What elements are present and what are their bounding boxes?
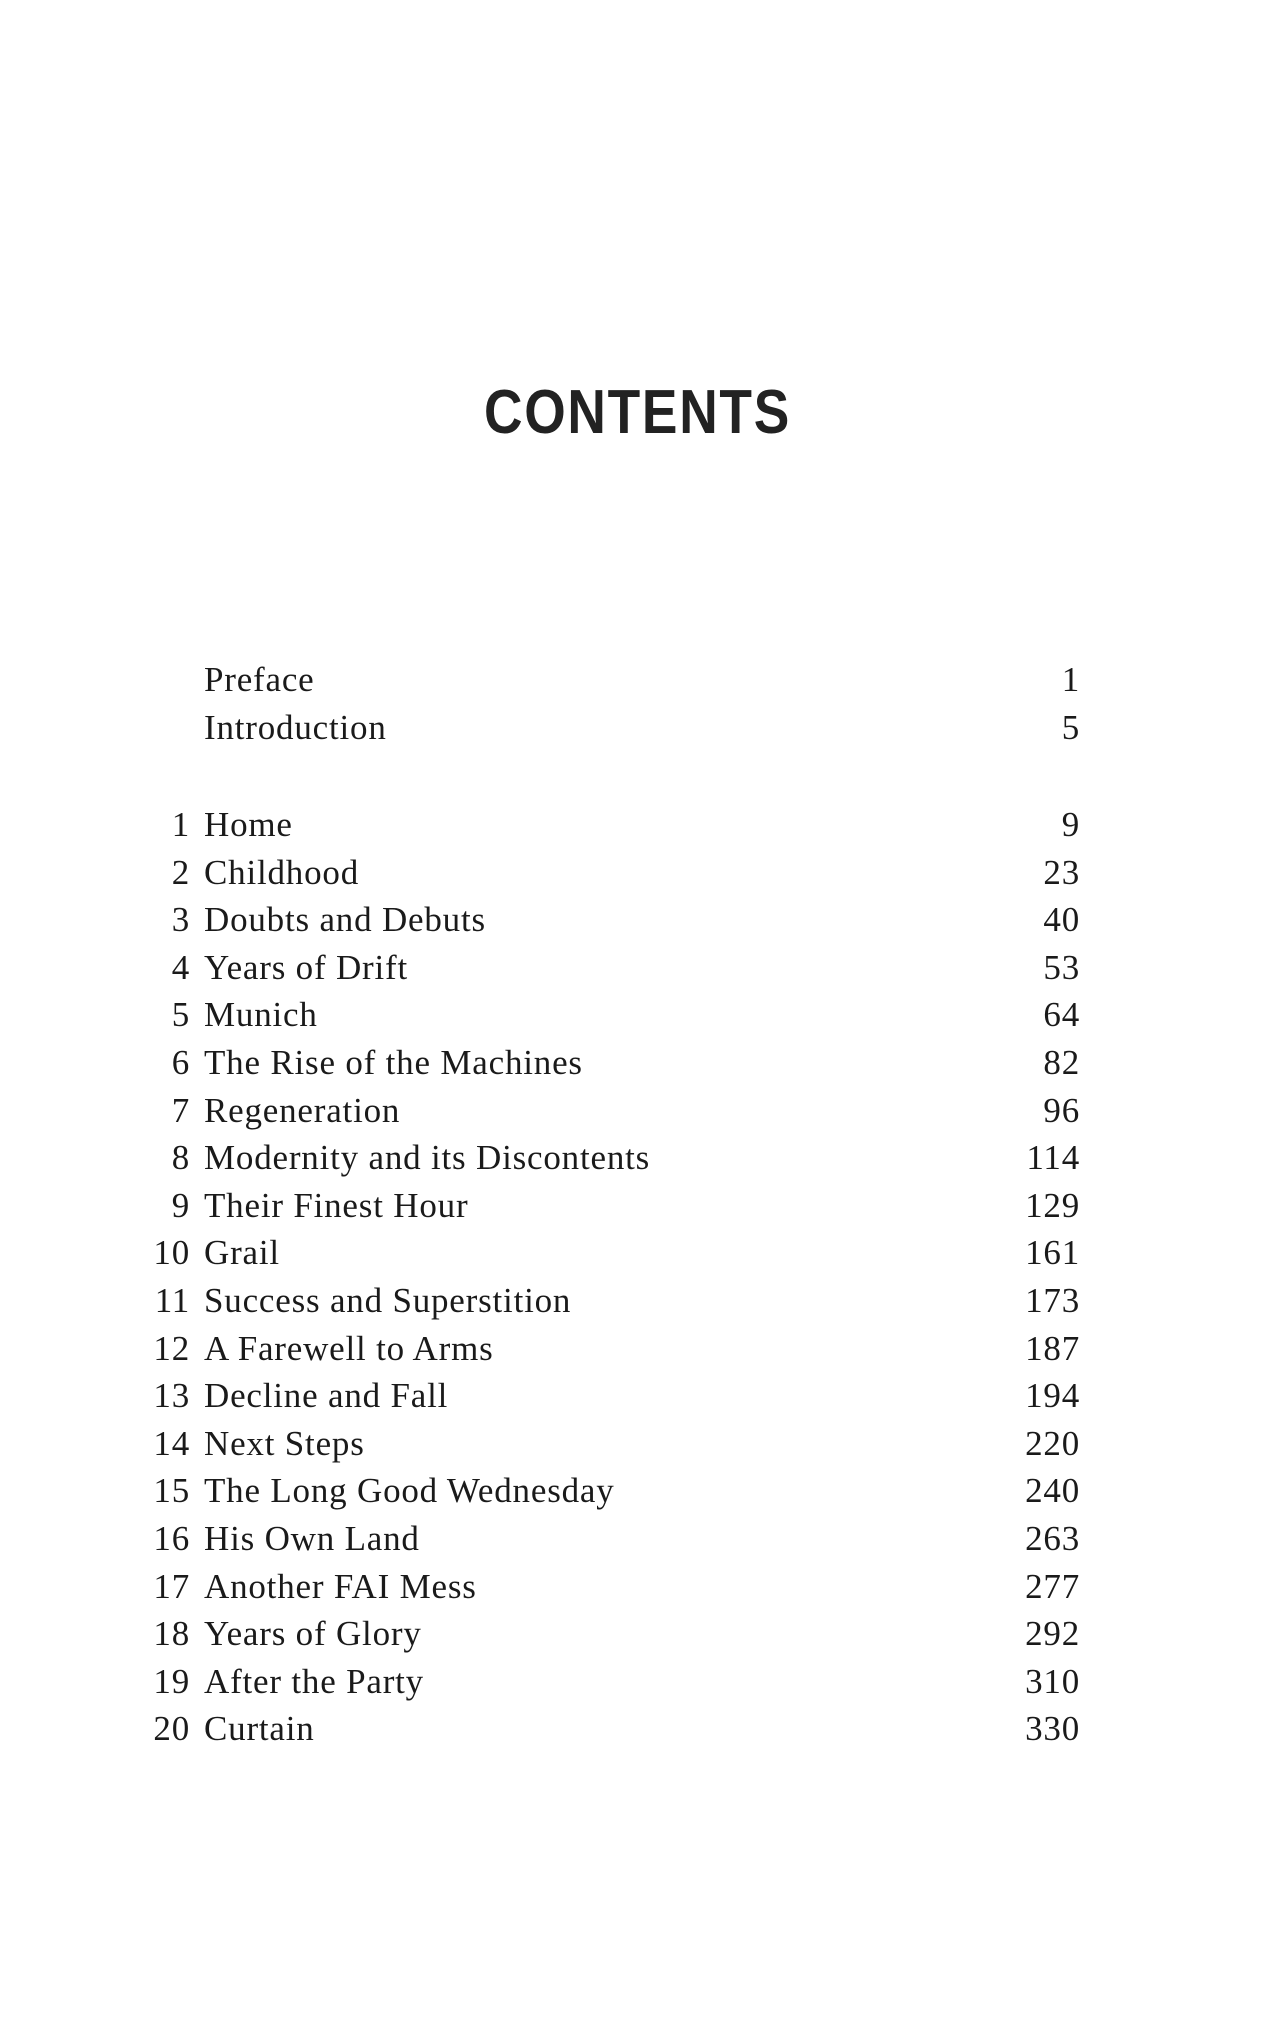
chapter-title: Doubts and Debuts [204,900,486,940]
chapter-title: His Own Land [204,1518,420,1558]
chapter-title: Grail [204,1233,280,1273]
toc-entry-chapter-6[interactable] [140,1039,1080,1087]
chapter-number: 7 [171,1090,190,1130]
toc-entry-chapter-11[interactable] [140,1277,1080,1325]
entry-title: Preface [204,660,315,699]
toc-entry-chapter-5[interactable] [140,991,1080,1039]
toc-entry-chapter-13[interactable] [140,1372,1080,1420]
chapter-number: 15 [153,1471,190,1511]
chapter-number: 17 [153,1566,190,1606]
chapter-number: 12 [153,1328,190,1368]
toc-entry-preface[interactable] [140,656,1080,704]
chapter-page-number: 330 [1025,1709,1080,1749]
chapter-title: Home [204,805,293,844]
chapter-page-number: 292 [1025,1614,1080,1654]
chapter-title: A Farewell to Arms [204,1328,494,1368]
chapter-title: Their Finest Hour [204,1185,469,1225]
chapter-page-number: 240 [1025,1471,1080,1511]
chapter-number: 20 [153,1709,190,1749]
chapter-number: 13 [153,1376,190,1416]
page-title: CONTENTS [483,378,792,447]
toc-entry-chapter-10[interactable] [140,1229,1080,1277]
chapter-number: 16 [153,1518,190,1558]
entry-page-number: 1 [1061,660,1080,699]
chapter-title: Decline and Fall [204,1376,449,1416]
chapter-page-number: 53 [1043,947,1080,987]
chapter-page-number: 161 [1025,1233,1080,1273]
chapter-page-number: 277 [1025,1566,1080,1606]
toc-entry-chapter-8[interactable] [140,1134,1080,1182]
chapter-number: 8 [171,1138,190,1178]
chapter-page-number: 96 [1043,1090,1080,1130]
chapter-page-number: 263 [1025,1518,1080,1558]
chapter-number: 3 [171,900,190,940]
toc-entry-chapter-12[interactable] [140,1325,1080,1373]
entry-page-number: 5 [1061,707,1080,747]
toc-entry-chapter-17[interactable] [140,1563,1080,1611]
chapter-number: 5 [171,995,190,1035]
toc-entry-chapter-18[interactable] [140,1610,1080,1658]
chapter-number: 18 [153,1614,190,1654]
chapter-title: Next Steps [204,1423,365,1463]
chapter-page-number: 220 [1025,1423,1080,1463]
chapter-page-number: 187 [1025,1328,1080,1368]
chapter-title: Years of Glory [204,1614,422,1654]
chapter-page-number: 194 [1025,1376,1080,1416]
chapter-title: The Rise of the Machines [204,1042,583,1082]
entry-title: Introduction [204,707,387,747]
chapter-page-number: 82 [1043,1042,1080,1082]
chapter-page-number: 23 [1043,852,1080,892]
chapter-title: Regeneration [204,1090,401,1130]
chapter-number: 9 [171,1185,190,1225]
chapter-title: Childhood [204,852,359,892]
toc-entry-introduction[interactable] [140,704,1080,752]
chapter-page-number: 129 [1025,1185,1080,1225]
chapter-number: 19 [153,1661,190,1701]
chapter-page-number: 9 [1061,805,1080,844]
chapter-number: 11 [154,1280,190,1320]
toc-entry-chapter-19[interactable] [140,1658,1080,1706]
toc-entry-chapter-15[interactable] [140,1467,1080,1515]
chapter-title: Another FAI Mess [204,1566,477,1606]
toc-entry-chapter-3[interactable] [140,896,1080,944]
chapter-title: Munich [204,995,318,1035]
chapter-number: 10 [153,1233,190,1273]
chapter-title: Modernity and its Discontents [204,1138,651,1178]
front-matter-list [140,656,1080,751]
toc-entry-chapter-2[interactable] [140,849,1080,897]
toc-entry-chapter-14[interactable] [140,1420,1080,1468]
chapter-title: Success and Superstition [204,1280,572,1320]
toc-entry-chapter-9[interactable] [140,1182,1080,1230]
chapter-page-number: 40 [1043,900,1080,940]
toc-entry-chapter-20[interactable] [140,1705,1080,1753]
toc-entry-chapter-16[interactable] [140,1515,1080,1563]
toc-entry-chapter-4[interactable] [140,944,1080,992]
toc-entry-chapter-7[interactable] [140,1087,1080,1135]
chapter-number: 1 [171,805,190,844]
chapter-page-number: 310 [1025,1661,1080,1701]
chapter-list [140,801,1080,1753]
chapter-page-number: 64 [1043,995,1080,1035]
chapter-page-number: 114 [1026,1138,1080,1178]
chapter-title: The Long Good Wednesday [204,1471,615,1511]
chapter-page-number: 173 [1025,1280,1080,1320]
chapter-title: Curtain [204,1709,315,1749]
chapter-title: Years of Drift [204,947,409,987]
chapter-title: After the Party [204,1661,424,1701]
chapter-number: 4 [171,947,190,987]
toc-entry-chapter-1[interactable] [140,801,1080,849]
chapter-number: 2 [171,852,190,892]
chapter-number: 14 [153,1423,190,1463]
chapter-number: 6 [171,1042,190,1082]
